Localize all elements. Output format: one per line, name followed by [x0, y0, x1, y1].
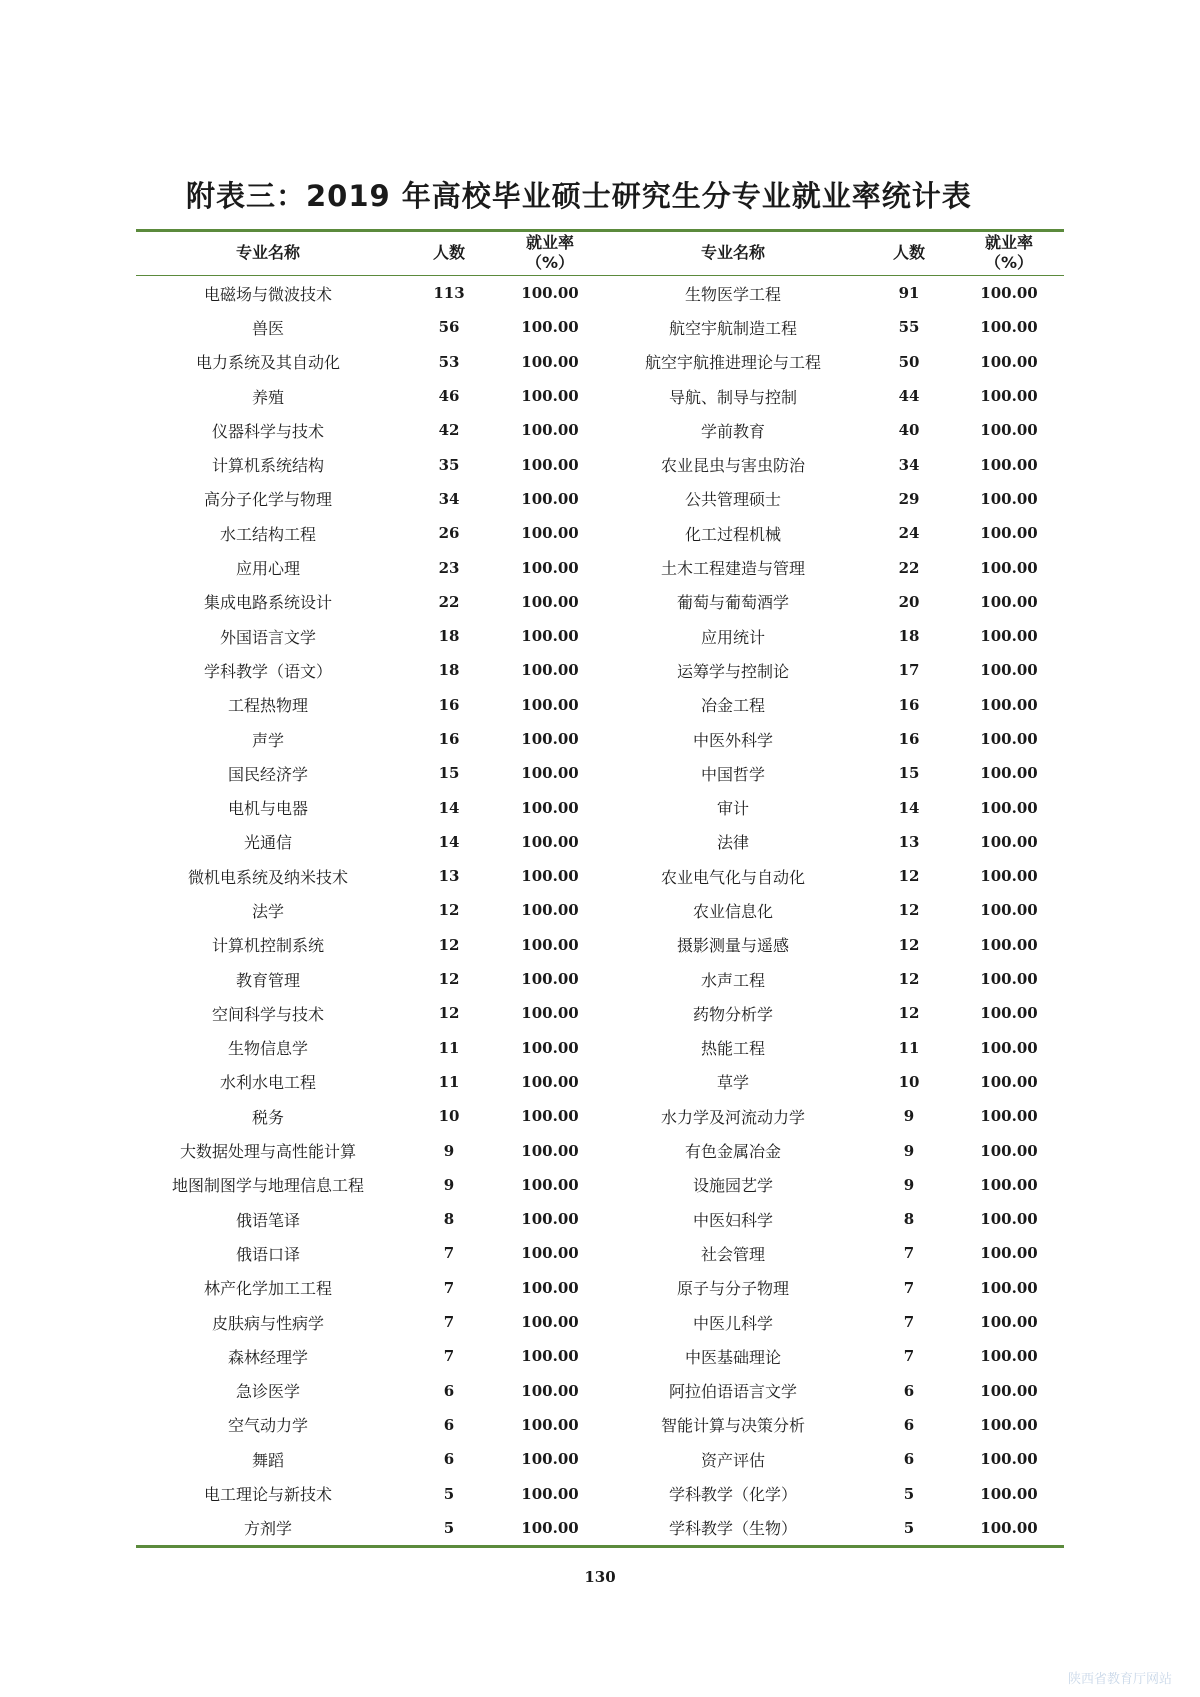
cell-rate-right: 100.00	[980, 1415, 1038, 1434]
cell-count-left: 6	[443, 1381, 455, 1400]
cell-major-right: 阿拉伯语语言文学	[668, 1382, 797, 1402]
cell-rate-right: 100.00	[980, 592, 1038, 611]
table-row	[136, 276, 1064, 310]
cell-count-left: 11	[438, 1072, 460, 1091]
cell-major-left: 集成电路系统设计	[203, 593, 332, 613]
cell-count-left: 18	[438, 627, 460, 646]
table-body	[136, 276, 1064, 1545]
cell-rate-right: 100.00	[980, 1518, 1038, 1537]
cell-major-left: 外国语言文学	[219, 627, 316, 647]
cell-major-right: 学科教学（化学）	[668, 1485, 797, 1505]
table-bottom-rule	[136, 1545, 1064, 1548]
cell-rate-right: 100.00	[980, 1141, 1038, 1160]
cell-major-left: 俄语笔译	[235, 1210, 300, 1230]
header-major-left: 专业名称	[235, 243, 300, 262]
table-row	[136, 1099, 1064, 1133]
cell-count-right: 15	[898, 764, 920, 783]
cell-major-left: 森林经理学	[227, 1347, 308, 1367]
cell-rate-left: 100.00	[521, 1175, 579, 1194]
cell-count-right: 7	[903, 1278, 915, 1297]
table-row	[136, 1236, 1064, 1270]
cell-major-right: 航空宇航制造工程	[668, 318, 797, 338]
cell-count-left: 13	[438, 867, 460, 886]
cell-count-right: 29	[898, 489, 920, 508]
cell-count-left: 12	[438, 970, 460, 989]
cell-major-right: 学科教学（生物）	[668, 1519, 797, 1539]
table-row	[136, 859, 1064, 893]
cell-major-left: 养殖	[251, 387, 284, 407]
table-row	[136, 619, 1064, 653]
cell-count-left: 16	[438, 730, 460, 748]
cell-rate-left: 100.00	[521, 661, 579, 680]
table-row	[136, 1031, 1064, 1065]
cell-rate-right: 100.00	[980, 352, 1038, 371]
cell-count-right: 7	[903, 1244, 915, 1263]
cell-rate-left: 100.00	[521, 1141, 579, 1160]
table-row	[136, 1339, 1064, 1373]
cell-count-right: 16	[898, 695, 920, 714]
cell-count-left: 6	[443, 1415, 455, 1434]
table-row	[136, 962, 1064, 996]
cell-count-right: 50	[898, 352, 920, 371]
cell-major-left: 工程热物理	[227, 696, 308, 716]
cell-rate-left: 100.00	[521, 970, 579, 989]
cell-count-left: 14	[438, 798, 460, 817]
table-row	[136, 516, 1064, 550]
cell-count-left: 16	[438, 695, 460, 714]
cell-count-right: 6	[903, 1381, 915, 1400]
cell-rate-left: 100.00	[521, 421, 579, 440]
cell-major-right: 原子与分子物理	[676, 1279, 789, 1299]
cell-count-right: 12	[898, 970, 920, 989]
cell-count-right: 13	[898, 832, 920, 851]
page-title: 附表三：2019 年高校毕业硕士研究生分专业就业率统计表	[186, 179, 972, 213]
cell-rate-left: 100.00	[521, 318, 579, 337]
table-row	[136, 1476, 1064, 1510]
cell-major-left: 空气动力学	[227, 1416, 308, 1436]
table-row	[136, 1305, 1064, 1339]
cell-rate-right: 100.00	[980, 798, 1038, 817]
cell-count-left: 10	[438, 1107, 460, 1126]
cell-count-right: 12	[898, 1004, 920, 1023]
cell-rate-left: 100.00	[521, 1107, 579, 1126]
cell-count-right: 17	[898, 661, 920, 680]
cell-count-right: 91	[898, 284, 920, 303]
cell-major-left: 急诊医学	[235, 1382, 300, 1402]
cell-count-right: 14	[898, 798, 920, 817]
cell-count-right: 22	[898, 558, 920, 577]
cell-rate-right: 100.00	[980, 1484, 1038, 1503]
cell-major-left: 声学	[251, 730, 284, 750]
cell-major-left: 教育管理	[235, 970, 300, 990]
cell-rate-right: 100.00	[980, 489, 1038, 508]
cell-count-right: 40	[898, 421, 920, 440]
cell-count-right: 24	[898, 524, 920, 543]
cell-rate-right: 100.00	[980, 524, 1038, 543]
cell-count-right: 11	[898, 1038, 920, 1057]
cell-rate-right: 100.00	[980, 1381, 1038, 1400]
cell-count-left: 12	[438, 1004, 460, 1023]
cell-count-left: 5	[443, 1518, 455, 1537]
header-rate-unit: （%）	[525, 253, 575, 272]
header-rate-unit: （%）	[984, 253, 1034, 272]
cell-rate-left: 100.00	[521, 1313, 579, 1332]
cell-rate-left: 100.00	[521, 730, 579, 748]
cell-rate-right: 100.00	[980, 1107, 1038, 1126]
table-row	[136, 722, 1064, 756]
cell-major-right: 运筹学与控制论	[676, 661, 789, 681]
table-row	[136, 1408, 1064, 1442]
cell-count-left: 7	[443, 1347, 455, 1366]
cell-major-right: 法律	[716, 833, 749, 853]
table-row	[136, 996, 1064, 1030]
table-row	[136, 585, 1064, 619]
header-rate-right	[954, 233, 1064, 273]
cell-major-right: 药物分析学	[692, 1004, 773, 1024]
header-count-left: 人数	[432, 243, 465, 262]
cell-rate-left: 100.00	[521, 1415, 579, 1434]
table-row	[136, 756, 1064, 790]
cell-rate-left: 100.00	[521, 1518, 579, 1537]
table-row	[136, 1271, 1064, 1305]
cell-major-right: 导航、制导与控制	[668, 387, 797, 407]
cell-rate-right: 100.00	[980, 1038, 1038, 1057]
cell-rate-right: 100.00	[980, 1244, 1038, 1263]
cell-major-right: 公共管理硕士	[684, 490, 781, 510]
cell-count-left: 7	[443, 1278, 455, 1297]
cell-count-left: 46	[438, 387, 460, 406]
table-row	[136, 790, 1064, 824]
cell-major-right: 智能计算与决策分析	[660, 1416, 805, 1436]
cell-major-left: 地图制图学与地理信息工程	[171, 1176, 364, 1196]
cell-major-right: 热能工程	[700, 1039, 765, 1059]
cell-rate-right: 100.00	[980, 284, 1038, 303]
cell-rate-right: 100.00	[980, 1450, 1038, 1469]
cell-major-left: 林产化学加工工程	[203, 1279, 332, 1299]
cell-rate-left: 100.00	[521, 1484, 579, 1503]
cell-rate-right: 100.00	[980, 695, 1038, 714]
cell-rate-right: 100.00	[980, 730, 1038, 748]
table-row	[136, 1202, 1064, 1236]
cell-major-right: 中医儿科学	[692, 1313, 773, 1333]
cell-rate-right: 100.00	[980, 935, 1038, 954]
cell-major-right: 中国哲学	[700, 764, 765, 784]
cell-count-right: 34	[898, 455, 920, 474]
cell-rate-right: 100.00	[980, 627, 1038, 646]
cell-major-right: 航空宇航推进理论与工程	[644, 353, 821, 373]
cell-rate-right: 100.00	[980, 1004, 1038, 1023]
cell-major-right: 审计	[716, 799, 749, 819]
cell-rate-left: 100.00	[521, 592, 579, 611]
cell-count-right: 18	[898, 627, 920, 646]
cell-rate-left: 100.00	[521, 1347, 579, 1366]
cell-major-left: 空间科学与技术	[211, 1004, 324, 1024]
cell-count-right: 55	[898, 318, 920, 337]
table-row	[136, 447, 1064, 481]
cell-rate-right: 100.00	[980, 832, 1038, 851]
cell-rate-left: 100.00	[521, 1210, 579, 1229]
cell-count-left: 9	[443, 1141, 455, 1160]
cell-rate-left: 100.00	[521, 352, 579, 371]
cell-count-right: 9	[903, 1175, 915, 1194]
table-row	[136, 1133, 1064, 1167]
cell-count-left: 7	[443, 1313, 455, 1332]
cell-major-left: 国民经济学	[227, 764, 308, 784]
table-row	[136, 1442, 1064, 1476]
cell-rate-left: 100.00	[521, 1450, 579, 1469]
cell-count-left: 26	[438, 524, 460, 543]
cell-count-right: 6	[903, 1450, 915, 1469]
cell-rate-right: 100.00	[980, 455, 1038, 474]
cell-count-left: 23	[438, 558, 460, 577]
cell-major-right: 冶金工程	[700, 696, 765, 716]
cell-count-right: 12	[898, 935, 920, 954]
cell-major-left: 税务	[251, 1107, 284, 1127]
cell-count-left: 12	[438, 901, 460, 920]
cell-major-left: 电工理论与新技术	[203, 1485, 332, 1505]
cell-rate-right: 100.00	[980, 387, 1038, 406]
cell-major-left: 高分子化学与物理	[203, 490, 332, 510]
header-rate-label: 就业率	[525, 233, 574, 252]
cell-major-left: 兽医	[251, 318, 284, 338]
cell-count-left: 12	[438, 935, 460, 954]
table-row	[136, 413, 1064, 447]
cell-count-left: 6	[443, 1450, 455, 1469]
cell-count-right: 5	[903, 1518, 915, 1537]
table-top-rule	[136, 229, 1064, 232]
cell-count-left: 8	[443, 1210, 455, 1229]
cell-count-left: 42	[438, 421, 460, 440]
page-number: 130	[584, 1568, 616, 1586]
cell-count-right: 10	[898, 1072, 920, 1091]
cell-major-left: 学科教学（语文）	[203, 661, 332, 681]
cell-rate-right: 100.00	[980, 661, 1038, 680]
cell-major-left: 俄语口译	[235, 1244, 300, 1264]
cell-major-right: 农业电气化与自动化	[660, 867, 805, 887]
table-row	[136, 653, 1064, 687]
cell-count-left: 5	[443, 1484, 455, 1503]
cell-major-left: 法学	[251, 901, 284, 921]
cell-major-right: 草学	[716, 1073, 749, 1093]
cell-major-right: 应用统计	[700, 627, 765, 647]
cell-major-left: 大数据处理与高性能计算	[179, 1142, 356, 1162]
cell-rate-left: 100.00	[521, 1038, 579, 1057]
table-row	[136, 928, 1064, 962]
table-row	[136, 825, 1064, 859]
cell-count-left: 113	[433, 284, 465, 303]
cell-rate-left: 100.00	[521, 798, 579, 817]
cell-rate-right: 100.00	[980, 970, 1038, 989]
header-rate-label: 就业率	[984, 233, 1033, 252]
cell-rate-right: 100.00	[980, 867, 1038, 886]
cell-major-right: 学前教育	[700, 421, 765, 441]
cell-major-left: 光通信	[243, 833, 292, 853]
cell-major-left: 皮肤病与性病学	[211, 1313, 324, 1333]
cell-major-right: 水力学及河流动力学	[660, 1107, 805, 1127]
cell-rate-left: 100.00	[521, 1244, 579, 1263]
cell-major-left: 舞蹈	[251, 1450, 284, 1470]
table-row	[136, 345, 1064, 379]
cell-major-right: 中医妇科学	[692, 1210, 773, 1230]
cell-rate-left: 100.00	[521, 764, 579, 783]
cell-major-left: 水工结构工程	[219, 524, 316, 544]
cell-rate-left: 100.00	[521, 489, 579, 508]
table-row	[136, 482, 1064, 516]
table-row	[136, 550, 1064, 584]
cell-major-right: 摄影测量与遥感	[676, 936, 789, 956]
cell-major-left: 方剂学	[243, 1519, 292, 1539]
cell-major-right: 土木工程建造与管理	[660, 559, 805, 579]
cell-rate-right: 100.00	[980, 1278, 1038, 1297]
cell-rate-left: 100.00	[521, 627, 579, 646]
table-row	[136, 893, 1064, 927]
cell-count-right: 20	[898, 592, 920, 611]
cell-rate-left: 100.00	[521, 524, 579, 543]
cell-count-left: 15	[438, 764, 460, 783]
header-count-right: 人数	[892, 243, 925, 262]
cell-rate-left: 100.00	[521, 901, 579, 920]
cell-rate-right: 100.00	[980, 1313, 1038, 1332]
cell-count-left: 22	[438, 592, 460, 611]
table-row	[136, 379, 1064, 413]
cell-rate-left: 100.00	[521, 695, 579, 714]
cell-major-right: 中医外科学	[692, 730, 773, 750]
cell-rate-right: 100.00	[980, 558, 1038, 577]
header-major-right: 专业名称	[700, 243, 765, 262]
cell-major-right: 生物医学工程	[684, 284, 781, 304]
cell-count-left: 18	[438, 661, 460, 680]
cell-rate-right: 100.00	[980, 1210, 1038, 1229]
cell-major-left: 电磁场与微波技术	[203, 284, 332, 304]
cell-count-left: 53	[438, 352, 460, 371]
cell-count-left: 56	[438, 318, 460, 337]
cell-rate-left: 100.00	[521, 1381, 579, 1400]
cell-count-left: 35	[438, 455, 460, 474]
cell-major-right: 有色金属冶金	[684, 1142, 781, 1162]
cell-major-left: 计算机系统结构	[211, 456, 324, 476]
cell-major-right: 农业昆虫与害虫防治	[660, 456, 805, 476]
cell-rate-left: 100.00	[521, 284, 579, 303]
cell-major-right: 水声工程	[700, 970, 765, 990]
cell-count-right: 44	[898, 387, 920, 406]
watermark: 陕西省教育厅网站	[1067, 1672, 1172, 1687]
cell-count-right: 6	[903, 1415, 915, 1434]
table-row	[136, 688, 1064, 722]
employment-table	[136, 276, 1064, 1545]
cell-count-right: 5	[903, 1484, 915, 1503]
table-row	[136, 1374, 1064, 1408]
cell-rate-left: 100.00	[521, 558, 579, 577]
cell-count-right: 9	[903, 1107, 915, 1126]
cell-rate-right: 100.00	[980, 421, 1038, 440]
cell-major-left: 生物信息学	[227, 1039, 308, 1059]
cell-count-left: 14	[438, 832, 460, 851]
cell-count-left: 34	[438, 489, 460, 508]
cell-rate-left: 100.00	[521, 387, 579, 406]
cell-rate-left: 100.00	[521, 455, 579, 474]
table-row	[136, 1168, 1064, 1202]
cell-rate-right: 100.00	[980, 1072, 1038, 1091]
cell-count-left: 9	[443, 1175, 455, 1194]
cell-rate-right: 100.00	[980, 901, 1038, 920]
cell-major-right: 资产评估	[700, 1450, 765, 1470]
cell-rate-left: 100.00	[521, 1072, 579, 1091]
cell-major-left: 电力系统及其自动化	[195, 353, 340, 373]
cell-count-right: 8	[903, 1210, 915, 1229]
cell-major-right: 葡萄与葡萄酒学	[676, 593, 789, 613]
cell-rate-right: 100.00	[980, 318, 1038, 337]
cell-count-right: 9	[903, 1141, 915, 1160]
cell-major-left: 水利水电工程	[219, 1073, 316, 1093]
cell-major-left: 微机电系统及纳米技术	[187, 867, 348, 887]
cell-count-right: 12	[898, 901, 920, 920]
cell-major-left: 电机与电器	[227, 799, 308, 819]
cell-count-right: 16	[898, 730, 920, 748]
cell-rate-left: 100.00	[521, 935, 579, 954]
cell-rate-left: 100.00	[521, 867, 579, 886]
cell-count-left: 7	[443, 1244, 455, 1263]
cell-count-left: 11	[438, 1038, 460, 1057]
cell-major-left: 仪器科学与技术	[211, 421, 324, 441]
cell-rate-right: 100.00	[980, 1347, 1038, 1366]
cell-rate-left: 100.00	[521, 1278, 579, 1297]
header-rate-left	[498, 233, 602, 273]
cell-major-left: 计算机控制系统	[211, 936, 324, 956]
cell-major-right: 农业信息化	[692, 901, 773, 921]
cell-major-right: 化工过程机械	[684, 524, 781, 544]
cell-major-left: 应用心理	[235, 559, 300, 579]
table-row	[136, 1511, 1064, 1545]
cell-rate-right: 100.00	[980, 764, 1038, 783]
table-row	[136, 310, 1064, 344]
table-row	[136, 1065, 1064, 1099]
cell-count-right: 7	[903, 1313, 915, 1332]
cell-major-right: 设施园艺学	[692, 1176, 773, 1196]
cell-rate-right: 100.00	[980, 1175, 1038, 1194]
cell-major-right: 中医基础理论	[684, 1347, 781, 1367]
cell-count-right: 12	[898, 867, 920, 886]
cell-rate-left: 100.00	[521, 1004, 579, 1023]
cell-rate-left: 100.00	[521, 832, 579, 851]
cell-major-right: 社会管理	[700, 1244, 765, 1264]
cell-count-right: 7	[903, 1347, 915, 1366]
